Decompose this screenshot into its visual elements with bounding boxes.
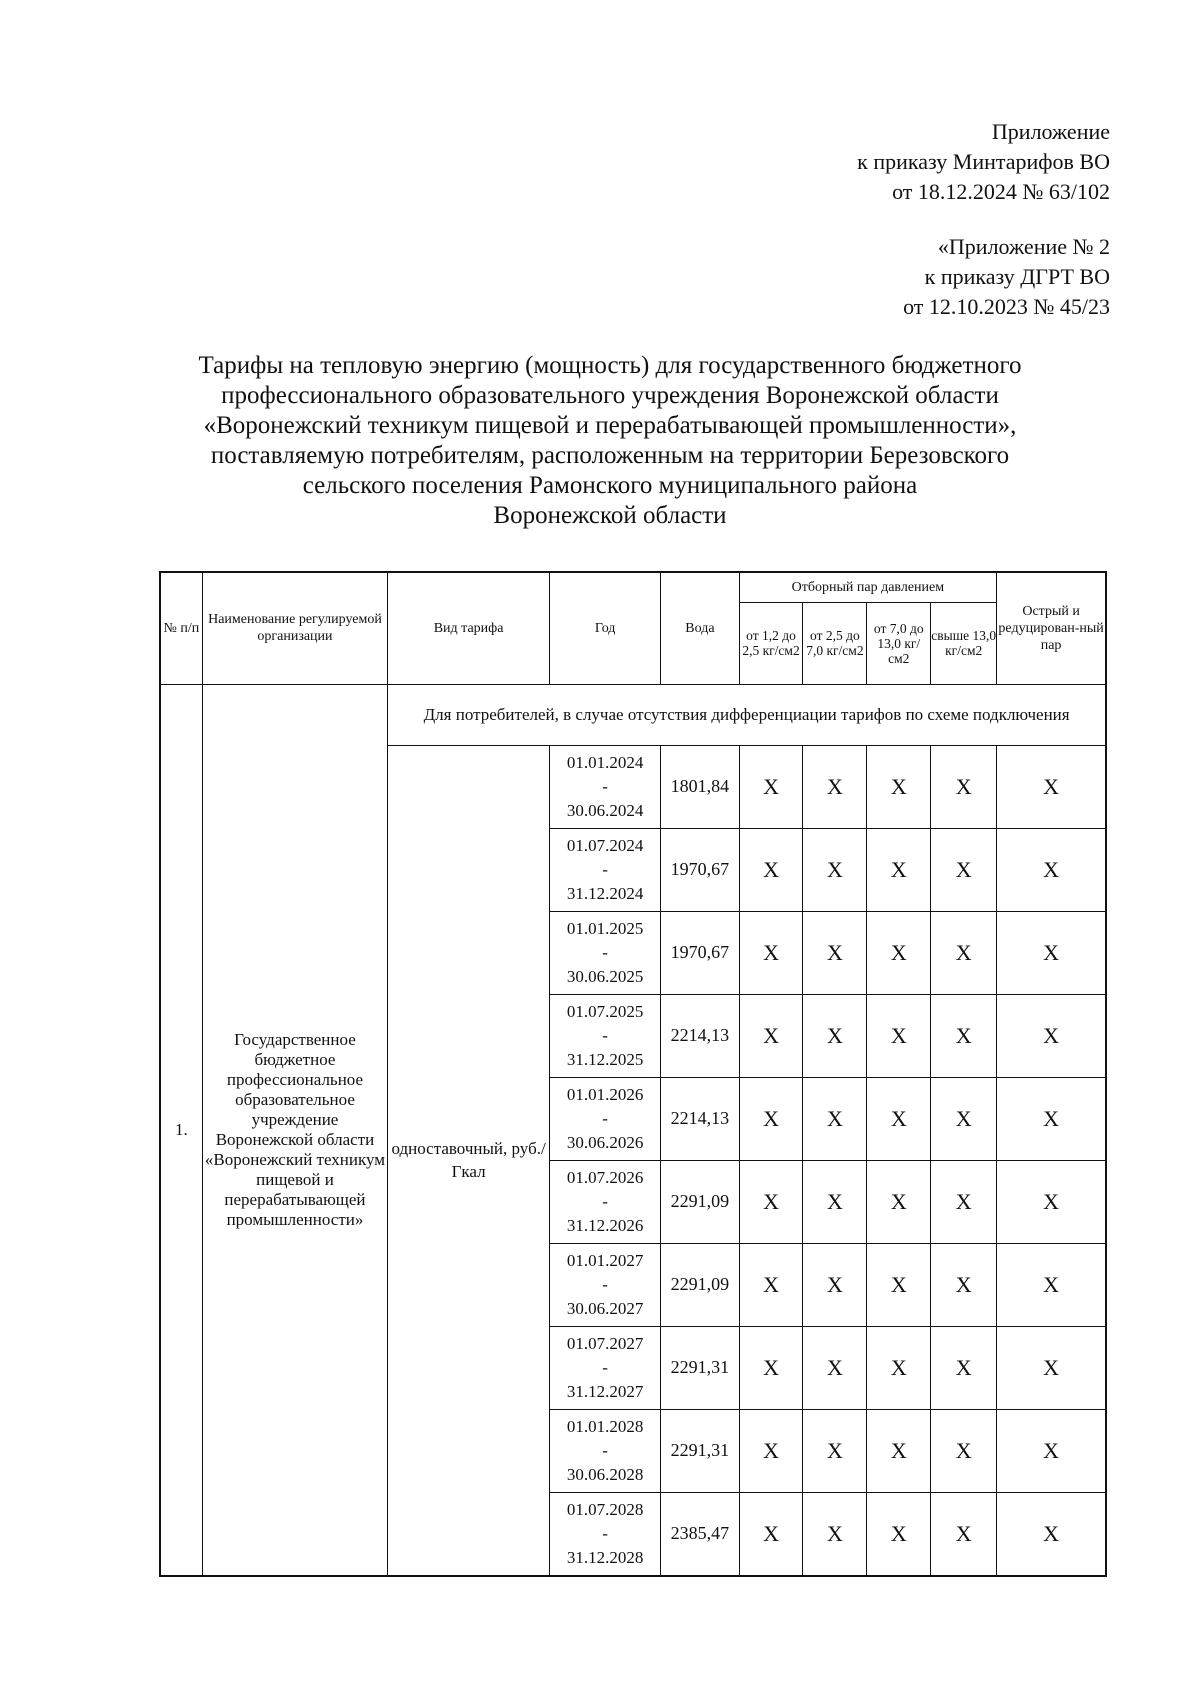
not-applicable-mark: X xyxy=(931,1492,997,1576)
period-end: 31.12.2025 xyxy=(566,1049,644,1069)
period-dash: - xyxy=(602,776,608,796)
period-dash: - xyxy=(602,1108,608,1128)
not-applicable-mark: X xyxy=(803,1492,867,1576)
header-year: Год xyxy=(549,572,660,684)
not-applicable-mark: X xyxy=(739,1160,803,1243)
header-number: № п/п xyxy=(160,572,202,684)
period-start: 01.01.2024 xyxy=(566,752,644,772)
not-applicable-mark: X xyxy=(931,911,997,994)
water-tariff: 1801,84 xyxy=(661,745,739,828)
water-tariff: 1970,67 xyxy=(661,828,739,911)
period-cell xyxy=(549,1326,660,1409)
period-end: 31.12.2028 xyxy=(566,1547,644,1567)
period-cell xyxy=(549,911,660,994)
period-cell xyxy=(549,1077,660,1160)
water-tariff: 2214,13 xyxy=(661,994,739,1077)
water-tariff: 2291,09 xyxy=(661,1243,739,1326)
period-dash: - xyxy=(602,1274,608,1294)
period-end: 31.12.2027 xyxy=(566,1381,644,1401)
period-start: 01.01.2026 xyxy=(566,1084,644,1104)
not-applicable-mark: X xyxy=(867,1409,931,1492)
not-applicable-mark: X xyxy=(867,745,931,828)
not-applicable-mark: X xyxy=(739,1077,803,1160)
not-applicable-mark: X xyxy=(931,1077,997,1160)
header-tariff-kind: Вид тарифа xyxy=(388,572,550,684)
title-line-3: «Воронежский техникум пищевой и перерабатывающей промышленности», xyxy=(203,412,1017,439)
period-start: 01.07.2024 xyxy=(566,835,644,855)
not-applicable-mark: X xyxy=(931,994,997,1077)
period-end: 30.06.2025 xyxy=(566,966,644,986)
not-applicable-mark: X xyxy=(739,994,803,1077)
period-end: 30.06.2024 xyxy=(566,800,644,820)
not-applicable-mark: X xyxy=(997,994,1106,1077)
period-end: 30.06.2026 xyxy=(566,1132,644,1152)
not-applicable-mark: X xyxy=(997,1243,1106,1326)
period-start: 01.01.2025 xyxy=(566,918,644,938)
period-dash: - xyxy=(602,1191,608,1211)
period-start: 01.01.2028 xyxy=(566,1416,644,1436)
period-start: 01.07.2025 xyxy=(566,1001,644,1021)
not-applicable-mark: X xyxy=(867,1492,931,1576)
water-tariff: 2214,13 xyxy=(661,1077,739,1160)
period-start: 01.07.2028 xyxy=(566,1499,644,1519)
not-applicable-mark: X xyxy=(803,1409,867,1492)
water-tariff: 2291,09 xyxy=(661,1160,739,1243)
period-cell xyxy=(549,745,660,828)
period-dash: - xyxy=(602,1523,608,1543)
header-sharp-steam: Острый и редуцирован-ный пар xyxy=(997,572,1106,684)
not-applicable-mark: X xyxy=(803,994,867,1077)
not-applicable-mark: X xyxy=(997,745,1106,828)
not-applicable-mark: X xyxy=(931,1326,997,1409)
not-applicable-mark: X xyxy=(739,1326,803,1409)
not-applicable-mark: X xyxy=(997,1326,1106,1409)
not-applicable-mark: X xyxy=(867,911,931,994)
water-tariff: 2291,31 xyxy=(661,1326,739,1409)
title-line-2: профессионального образовательного учреждения Воронежской области xyxy=(221,382,999,409)
not-applicable-mark: X xyxy=(931,1160,997,1243)
period-end: 30.06.2028 xyxy=(566,1464,644,1484)
quoted-appendix-reference xyxy=(903,232,1110,322)
not-applicable-mark: X xyxy=(867,1326,931,1409)
period-cell xyxy=(549,828,660,911)
section-row xyxy=(160,684,1106,745)
not-applicable-mark: X xyxy=(997,828,1106,911)
period-cell xyxy=(549,1243,660,1326)
quoted-appendix-line-2: к приказу ДГРТ ВО xyxy=(924,264,1110,289)
not-applicable-mark: X xyxy=(867,828,931,911)
period-end: 31.12.2026 xyxy=(566,1215,644,1235)
water-tariff: 2385,47 xyxy=(661,1492,739,1576)
not-applicable-mark: X xyxy=(803,828,867,911)
not-applicable-mark: X xyxy=(739,828,803,911)
not-applicable-mark: X xyxy=(997,1160,1106,1243)
not-applicable-mark: X xyxy=(997,911,1106,994)
title-line-4: поставляемую потребителям, расположенным на территории Березовского xyxy=(210,442,1010,469)
period-cell xyxy=(549,1409,660,1492)
appendix-line-3: от 18.12.2024 № 63/102 xyxy=(892,179,1110,204)
period-dash: - xyxy=(602,1440,608,1460)
water-tariff: 1970,67 xyxy=(661,911,739,994)
not-applicable-mark: X xyxy=(867,994,931,1077)
organization-name: Государственное бюджетное профессиональное образовательное учреждение Воронежской области «Воронежский техникум пищевой и перерабатывающей промышленности» xyxy=(202,684,387,1576)
not-applicable-mark: X xyxy=(739,1409,803,1492)
title-line-5: сельского поселения Рамонского муниципального района xyxy=(302,472,918,499)
not-applicable-mark: X xyxy=(931,828,997,911)
not-applicable-mark: X xyxy=(803,1326,867,1409)
not-applicable-mark: X xyxy=(997,1492,1106,1576)
header-organization: Наименование регулируемой организации xyxy=(202,572,387,684)
period-cell xyxy=(549,994,660,1077)
appendix-line-1: Приложение xyxy=(991,119,1110,144)
period-cell xyxy=(549,1492,660,1576)
section-caption: Для потребителей, в случае отсутствия дифференциации тарифов по схеме подключения xyxy=(388,684,1106,745)
not-applicable-mark: X xyxy=(803,911,867,994)
period-cell xyxy=(549,1160,660,1243)
header-water: Вода xyxy=(661,572,739,684)
appendix-line-2: к приказу Минтарифов ВО xyxy=(857,149,1110,174)
title-line-6: Воронежской области xyxy=(493,502,727,529)
period-end: 31.12.2024 xyxy=(566,883,644,903)
not-applicable-mark: X xyxy=(931,1409,997,1492)
header-steam-1: от 1,2 до 2,5 кг/см2 xyxy=(739,602,803,684)
row-number: 1. xyxy=(160,684,202,1576)
header-steam-4: свыше 13,0 кг/см2 xyxy=(931,602,997,684)
not-applicable-mark: X xyxy=(867,1077,931,1160)
not-applicable-mark: X xyxy=(739,1243,803,1326)
period-dash: - xyxy=(602,1025,608,1045)
header-steam-2: от 2,5 до 7,0 кг/см2 xyxy=(803,602,867,684)
period-start: 01.07.2027 xyxy=(566,1333,644,1353)
not-applicable-mark: X xyxy=(739,1492,803,1576)
document-title xyxy=(110,351,1110,531)
quoted-appendix-line-3: от 12.10.2023 № 45/23 xyxy=(903,294,1110,319)
title-line-1: Тарифы на тепловую энергию (мощность) для государственного бюджетного xyxy=(198,352,1022,379)
period-start: 01.01.2027 xyxy=(566,1250,644,1270)
appendix-reference xyxy=(857,117,1110,207)
not-applicable-mark: X xyxy=(803,745,867,828)
header-steam-3: от 7,0 до 13,0 кг/см2 xyxy=(867,602,931,684)
period-dash: - xyxy=(602,1357,608,1377)
period-start: 01.07.2026 xyxy=(566,1167,644,1187)
period-dash: - xyxy=(602,942,608,962)
not-applicable-mark: X xyxy=(803,1243,867,1326)
quoted-appendix-line-1: «Приложение № 2 xyxy=(937,234,1110,259)
not-applicable-mark: X xyxy=(931,1243,997,1326)
not-applicable-mark: X xyxy=(931,745,997,828)
water-tariff: 2291,31 xyxy=(661,1409,739,1492)
not-applicable-mark: X xyxy=(867,1160,931,1243)
not-applicable-mark: X xyxy=(739,745,803,828)
not-applicable-mark: X xyxy=(803,1077,867,1160)
tariff-table xyxy=(159,571,1107,1577)
period-dash: - xyxy=(602,859,608,879)
not-applicable-mark: X xyxy=(997,1409,1106,1492)
period-end: 30.06.2027 xyxy=(566,1298,644,1318)
not-applicable-mark: X xyxy=(997,1077,1106,1160)
not-applicable-mark: X xyxy=(803,1160,867,1243)
not-applicable-mark: X xyxy=(867,1243,931,1326)
not-applicable-mark: X xyxy=(739,911,803,994)
header-steam-group: Отборный пар давлением xyxy=(739,572,997,602)
tariff-kind: одноставочный, руб./Гкал xyxy=(388,745,550,1576)
